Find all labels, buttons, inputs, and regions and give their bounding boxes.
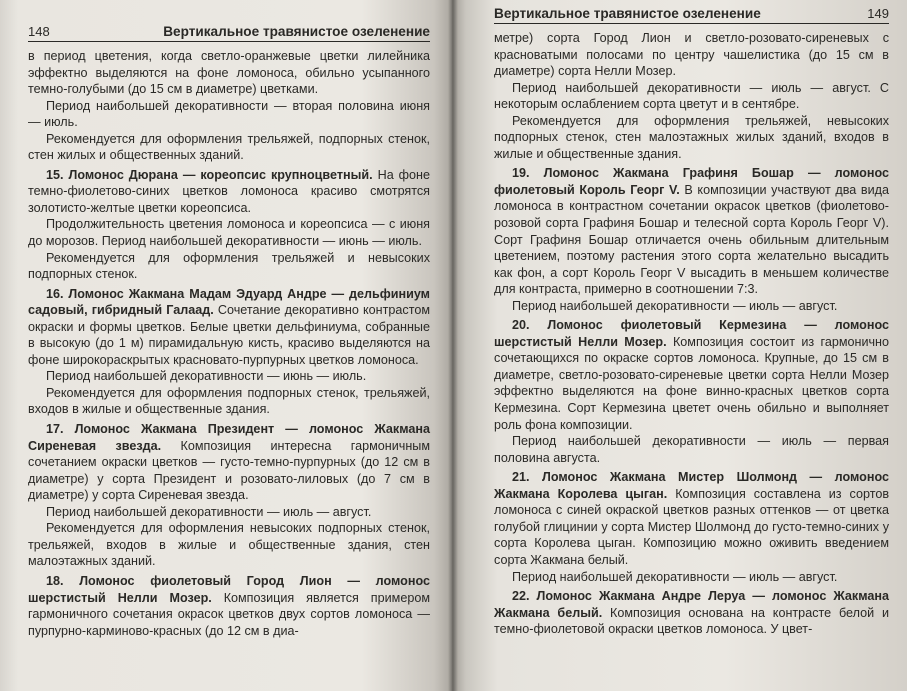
entry-paragraph — [494, 588, 889, 638]
body-paragraph — [28, 98, 430, 131]
entry-title: 16. Ломонос Жакмана Мадам Эдуард Андре — дельфиниум садовый, гибридный Галаад. — [28, 286, 430, 318]
body-paragraph — [28, 504, 430, 521]
paragraph-text: Композиция является примером гармоничного сочетания окрасок цветков двух сортов ломоноса — пурпурно-карминово-красных (до 12 см в диа- — [28, 590, 430, 638]
paragraph-text: Период наибольшей декоративности — вторая половина июня — июль. — [28, 98, 430, 130]
paragraph-text: Рекомендуется для оформления трельяжей и невысоких подпорных стенок. — [28, 250, 430, 282]
body-paragraph — [494, 80, 889, 113]
body-paragraph — [494, 298, 889, 315]
paragraph-text: Период наибольшей декоративности — июль — август. — [46, 504, 372, 519]
paragraph-text: Период наибольшей декоративности — июль — август. — [512, 569, 838, 584]
entry-paragraph — [494, 469, 889, 568]
paragraph-text: Рекомендуется для оформления трельяжей, невысоких подпорных стенок, стен малоэтажных жилых зданий, входов в жилые и общественные здания. — [494, 113, 889, 161]
body-paragraph — [494, 30, 889, 80]
entry-title: 18. Ломонос фиолетовый Город Лион — ломонос шерстистый Нелли Мозер. — [28, 573, 430, 605]
paragraph-text: Период наибольшей декоративности — июль — август. — [512, 298, 838, 313]
body-paragraph — [494, 433, 889, 466]
entry-paragraph — [28, 573, 430, 639]
body-paragraph — [28, 131, 430, 164]
body-paragraph — [494, 569, 889, 586]
left-page — [0, 0, 452, 691]
body-paragraph — [28, 368, 430, 385]
paragraph-text: метре) сорта Город Лион и светло-розовато-сиреневых с красноватыми полосами по центру чашелистика (до 15 см в диаметре) сорта Нелли Мозер. — [494, 31, 889, 79]
right-page — [452, 0, 907, 691]
paragraph-text: Композиция составлена из сортов ломоноса с синей окраской цветков разных оттенков — от цветка голубой глицинии у сорта Мистер Шолмонд до густо-темно-синих у сорта Королева цыган. Композицию можно оживить введением сорта Жакмана белый. — [494, 486, 890, 567]
book-gutter-shadow — [448, 0, 458, 691]
paragraph-text: Композиция интересна гармоничным сочетанием окраски цветков — густо-темно-пурпурных (до 12 см в диаметре) у сорта Президент и розовато-лиловых (до 7 см в диаметре) у сорта Сиреневая звезда. — [28, 438, 430, 503]
entry-paragraph — [28, 421, 430, 504]
entry-title: 19. Ломонос Жакмана Графиня Бошар — ломонос фиолетовый Король Георг V. — [494, 166, 889, 197]
paragraph-text: Период наибольшей декоративности — июль — август. С некоторым ослаблением сорта цветут и в сентябре. — [494, 80, 889, 112]
right-running-title: Вертикальное травянистое озеленение — [494, 6, 761, 21]
paragraph-text: в период цветения, когда светло-оранжевые цветки лилейника эффектно выделяются на фоне ломоноса, обильно усыпанного темно-голубыми (до 15 см в диаметре) цветками. — [28, 49, 430, 97]
left-body-text — [28, 48, 430, 639]
right-body-text — [494, 30, 889, 638]
body-paragraph — [494, 113, 889, 163]
right-running-head — [494, 6, 889, 24]
paragraph-text: Продолжительность цветения ломоноса и кореопсиса — с июня до морозов. Период наибольшей декоративности — июнь — июль. — [28, 217, 430, 249]
paragraph-text: В композиции участвуют два вида ломоноса в контрастном сочетании окрасок цветков (фиолетово-розовой сорта Графиня Бошар и телесной сорта Король Георг V). Сорт Графиня Бошар отличается очень обильным длительным цветением, поэтому растения этого сорта желательно высадить как фон, а сорт Король Георг V высадить в меньшем количестве для контраста, примерно в соотношении 7:3. — [494, 182, 889, 297]
right-page-number: 149 — [867, 6, 889, 21]
entry-paragraph — [494, 165, 889, 297]
body-paragraph — [28, 48, 430, 98]
entry-title: 17. Ломонос Жакмана Президент — ломонос Жакмана Сиреневая звезда. — [28, 422, 430, 453]
paragraph-text: Композиция основана на контрасте белой и темно-фиолетовой окраски цветков ломоноса. У цвет- — [494, 605, 889, 637]
entry-title: 20. Ломонос фиолетовый Кермезина — ломонос шерстистый Нелли Мозер. — [494, 318, 889, 349]
left-running-head — [28, 24, 430, 42]
body-paragraph — [28, 520, 430, 570]
paragraph-text: Рекомендуется для оформления трельяжей, подпорных стенок, стен жилых и общественных зданий. — [28, 131, 430, 163]
entry-title: 15. Ломонос Дюрана — кореопсис крупноцветный. — [46, 167, 373, 182]
entry-title: 22. Ломонос Жакмана Андре Леруа — ломонос Жакмана Жакмана белый. — [494, 589, 889, 620]
paragraph-text: Рекомендуется для оформления невысоких подпорных стенок, трельяжей, входов в жилые и общественные здания, стен малоэтажных зданий. — [28, 521, 430, 569]
left-running-title: Вертикальное травянистое озеленение — [163, 24, 430, 39]
paragraph-text: Сочетание декоративно контрастом окраски и формы цветков. Белые цветки дельфиниума, собранные в высокую (до 1 м) пирамидальную кисть, красиво выделяются на фоне широкораскрытых красновато-пурпурных цветков ломоноса. — [28, 303, 430, 367]
paragraph-text: Композиция состоит из гармонично сочетающихся по окраске сортов ломоноса. Крупные, до 15 см в диаметре, светло-розовато-сиреневые цветки сорта Нелли Мозер эффектно выделяются на фоне винно-красных цветков сорта Кермезина. Сорт Кермезина цветет очень обильно и выполняет роль фона композиции. — [494, 334, 889, 432]
body-paragraph — [28, 250, 430, 283]
entry-paragraph — [28, 286, 430, 369]
body-paragraph — [28, 385, 430, 418]
body-paragraph — [28, 216, 430, 249]
paragraph-text: Период наибольшей декоративности — июнь — июль. — [46, 369, 367, 384]
paragraph-text: Период наибольшей декоративности — июль — первая половина августа. — [494, 434, 889, 465]
entry-paragraph — [494, 317, 889, 433]
entry-paragraph — [28, 167, 430, 217]
entry-title: 21. Ломонос Жакмана Мистер Шолмонд — ломонос Жакмана Королева цыган. — [494, 470, 889, 501]
paragraph-text: Рекомендуется для оформления подпорных стенок, трельяжей, входов в жилые и общественные здания. — [28, 385, 430, 417]
paragraph-text: На фоне темно-фиолетово-синих цветков ломоноса красиво смотрятся золотисто-желтые цветки кореопсиса. — [28, 167, 430, 215]
left-page-number: 148 — [28, 24, 50, 39]
